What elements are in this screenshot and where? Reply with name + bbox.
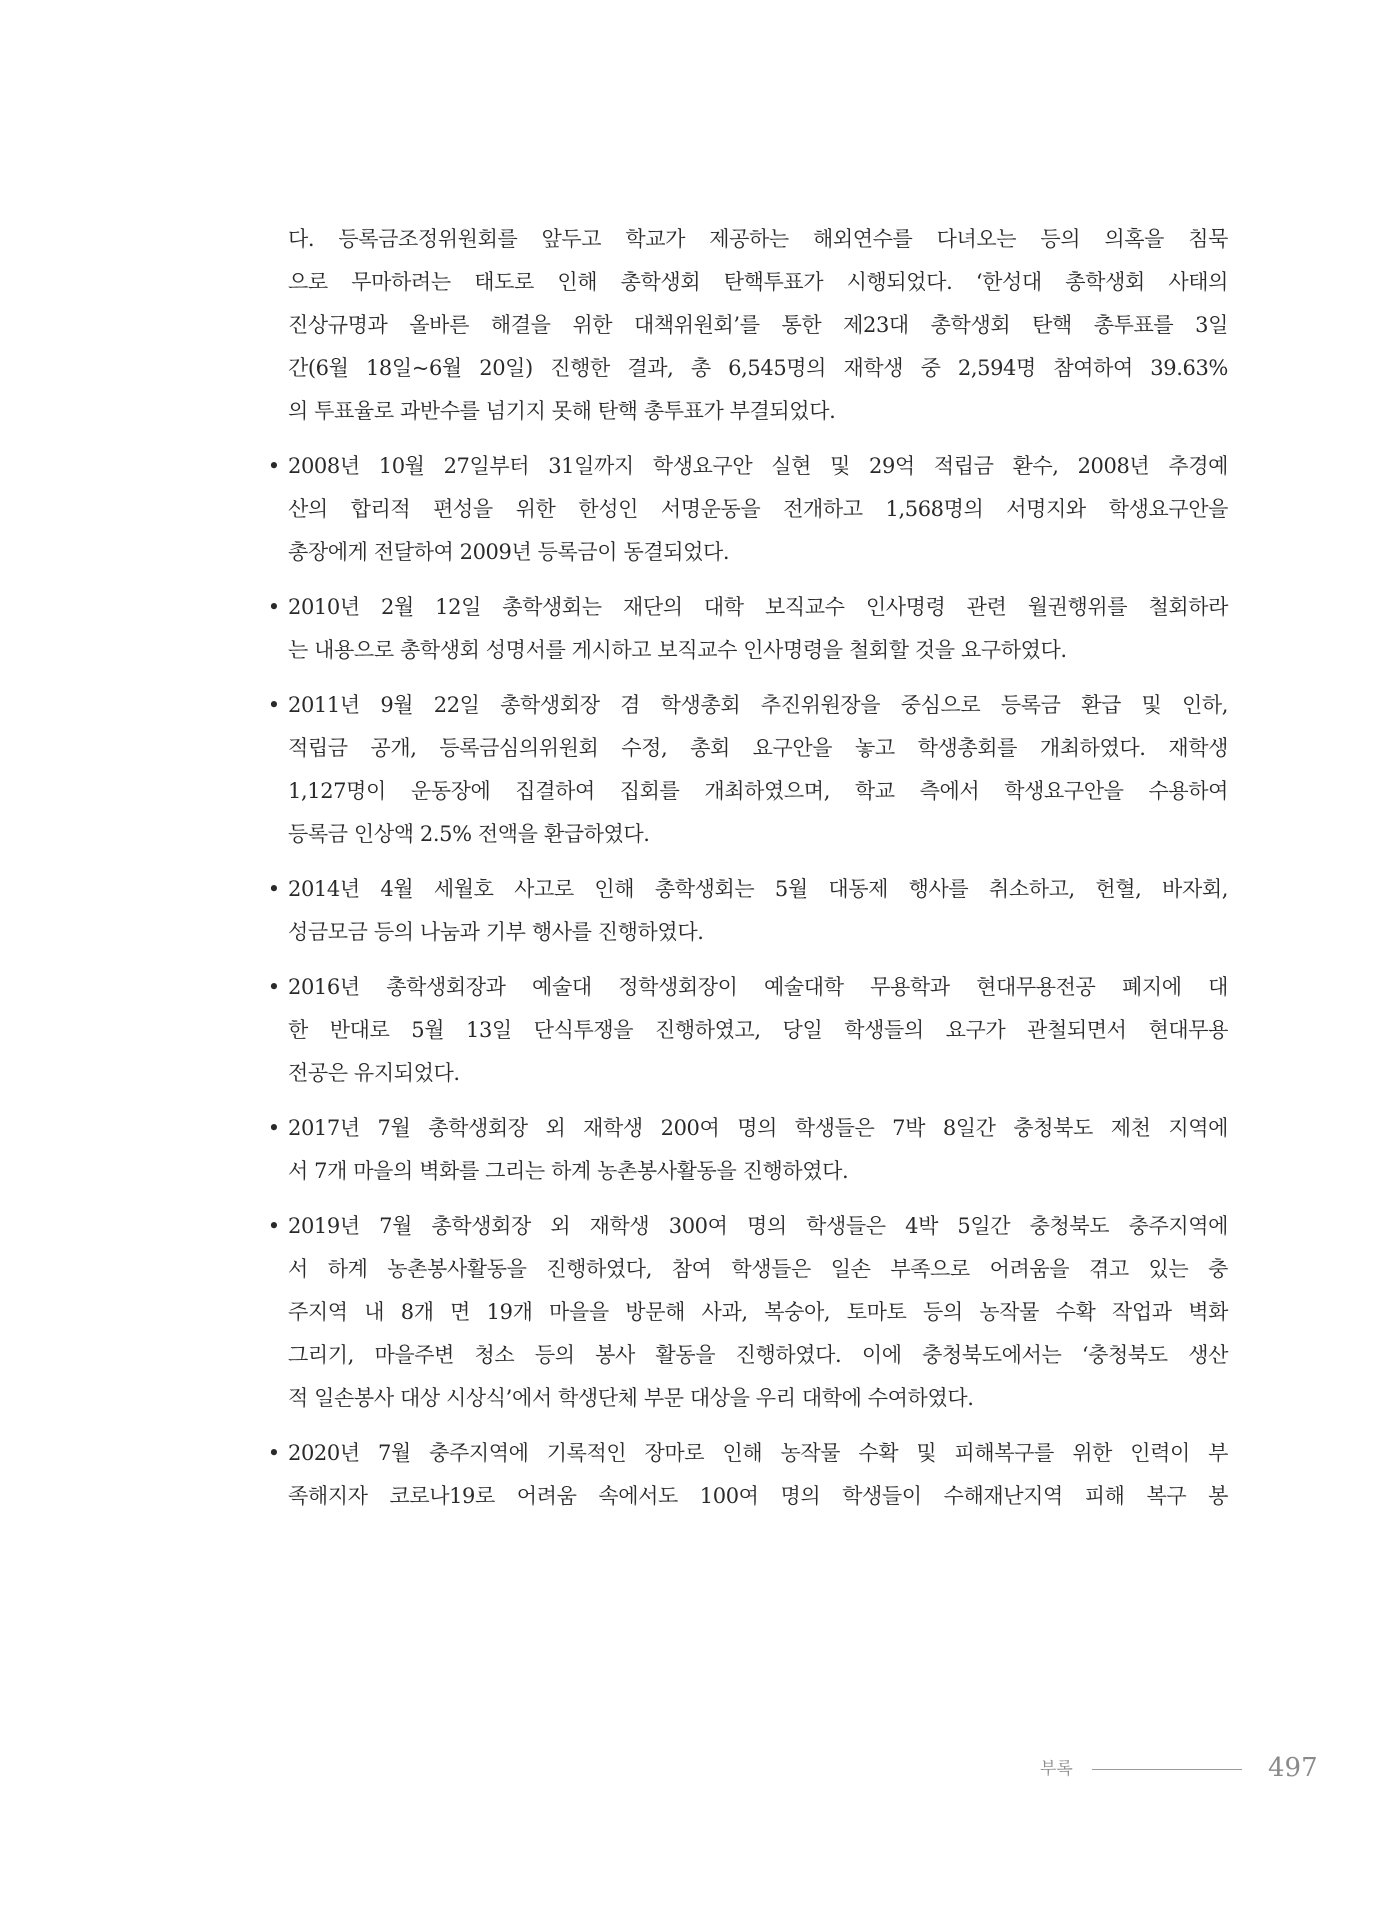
text-line: 주지역 내 8개 면 19개 마을을 방문해 사과, 복숭아, 토마토 등의 농작물 수확 작업과 벽화 [288, 1300, 1228, 1324]
page-footer [1040, 1754, 1340, 1784]
text-line: 2014년 4월 세월호 사고로 인해 총학생회는 5월 대동제 행사를 취소하고, 헌혈, 바자회, [288, 877, 1228, 901]
text-line: 진상규명과 올바른 해결을 위한 대책위원회’를 통한 제23대 총학생회 탄핵 총투표를 3일 [288, 313, 1228, 337]
bullet-icon: • [267, 1214, 281, 1238]
text-line: 2010년 2월 12일 총학생회는 재단의 대학 보직교수 인사명령 관련 월권행위를 철회하라 [288, 595, 1228, 619]
bullet-icon: • [267, 693, 281, 717]
text-line: 총장에게 전달하여 2009년 등록금이 동결되었다. [288, 540, 730, 564]
text-line: 2020년 7월 충주지역에 기록적인 장마로 인해 농작물 수확 및 피해복구를 위한 인력이 부 [288, 1441, 1228, 1465]
text-line: 산의 합리적 편성을 위한 한성인 서명운동을 전개하고 1,568명의 서명지와 학생요구안을 [288, 497, 1228, 521]
bullet-icon: • [267, 1441, 281, 1465]
bullet-item-2010 [267, 586, 1228, 672]
bullet-icon: • [267, 454, 281, 478]
text-line: 간(6월 18일~6월 20일) 진행한 결과, 총 6,545명의 재학생 중 2,594명 참여하여 39.63% [288, 356, 1228, 380]
bullet-item-2014 [267, 868, 1228, 954]
bullet-icon: • [267, 1116, 281, 1140]
text-line: 2011년 9월 22일 총학생회장 겸 학생총회 추진위원장을 중심으로 등록금 환급 및 인하, [288, 693, 1228, 717]
bullet-item-2011 [267, 684, 1228, 856]
bullet-item-2008 [267, 445, 1228, 574]
page-number: 497 [1268, 1753, 1318, 1783]
footer-divider [1092, 1769, 1242, 1770]
text-line: 는 내용으로 총학생회 성명서를 게시하고 보직교수 인사명령을 철회할 것을 요구하였다. [288, 638, 1067, 662]
text-line: 서 7개 마을의 벽화를 그리는 하계 농촌봉사활동을 진행하였다. [288, 1159, 849, 1183]
text-line: 적립금 공개, 등록금심의위원회 수정, 총회 요구안을 놓고 학생총회를 개최하였다. 재학생 [288, 736, 1228, 760]
text-line: 2016년 총학생회장과 예술대 정학생회장이 예술대학 무용학과 현대무용전공 폐지에 대 [288, 975, 1228, 999]
text-line: 족해지자 코로나19로 어려움 속에서도 100여 명의 학생들이 수해재난지역 피해 복구 봉 [288, 1484, 1228, 1508]
intro-paragraph [288, 218, 1228, 433]
text-line: 다. 등록금조정위원회를 앞두고 학교가 제공하는 해외연수를 다녀오는 등의 의혹을 침묵 [288, 227, 1228, 251]
bullet-item-2017 [267, 1107, 1228, 1193]
text-line: 전공은 유지되었다. [288, 1061, 460, 1085]
text-line: 성금모금 등의 나눔과 기부 행사를 진행하였다. [288, 920, 704, 944]
text-line: 2019년 7월 총학생회장 외 재학생 300여 명의 학생들은 4박 5일간 충청북도 충주지역에 [288, 1214, 1228, 1238]
bullet-icon: • [267, 595, 281, 619]
text-line: 한 반대로 5월 13일 단식투쟁을 진행하였고, 당일 학생들의 요구가 관철되면서 현대무용 [288, 1018, 1228, 1042]
main-text [267, 218, 1228, 1530]
text-line: 적 일손봉사 대상 시상식’에서 학생단체 부문 대상을 우리 대학에 수여하였다. [288, 1386, 974, 1410]
footer-section-label: 부록 [1040, 1759, 1073, 1779]
text-line: 2008년 10월 27일부터 31일까지 학생요구안 실현 및 29억 적립금 환수, 2008년 추경예 [288, 454, 1228, 478]
text-line: 등록금 인상액 2.5% 전액을 환급하였다. [288, 822, 650, 846]
text-line: 의 투표율로 과반수를 넘기지 못해 탄핵 총투표가 부결되었다. [288, 399, 836, 423]
text-line: 그리기, 마을주변 청소 등의 봉사 활동을 진행하였다. 이에 충청북도에서는 ‘충청북도 생산 [288, 1343, 1228, 1367]
bullet-item-2019 [267, 1205, 1228, 1420]
text-line: 으로 무마하려는 태도로 인해 총학생회 탄핵투표가 시행되었다. ‘한성대 총학생회 사태의 [288, 270, 1228, 294]
bullet-item-2020 [267, 1432, 1228, 1518]
text-line: 1,127명이 운동장에 집결하여 집회를 개최하였으며, 학교 측에서 학생요구안을 수용하여 [288, 779, 1228, 803]
bullet-icon: • [267, 877, 281, 901]
text-line: 서 하계 농촌봉사활동을 진행하였다, 참여 학생들은 일손 부족으로 어려움을 겪고 있는 충 [288, 1257, 1228, 1281]
bullet-icon: • [267, 975, 281, 999]
bullet-item-2016 [267, 966, 1228, 1095]
text-line: 2017년 7월 총학생회장 외 재학생 200여 명의 학생들은 7박 8일간 충청북도 제천 지역에 [288, 1116, 1228, 1140]
